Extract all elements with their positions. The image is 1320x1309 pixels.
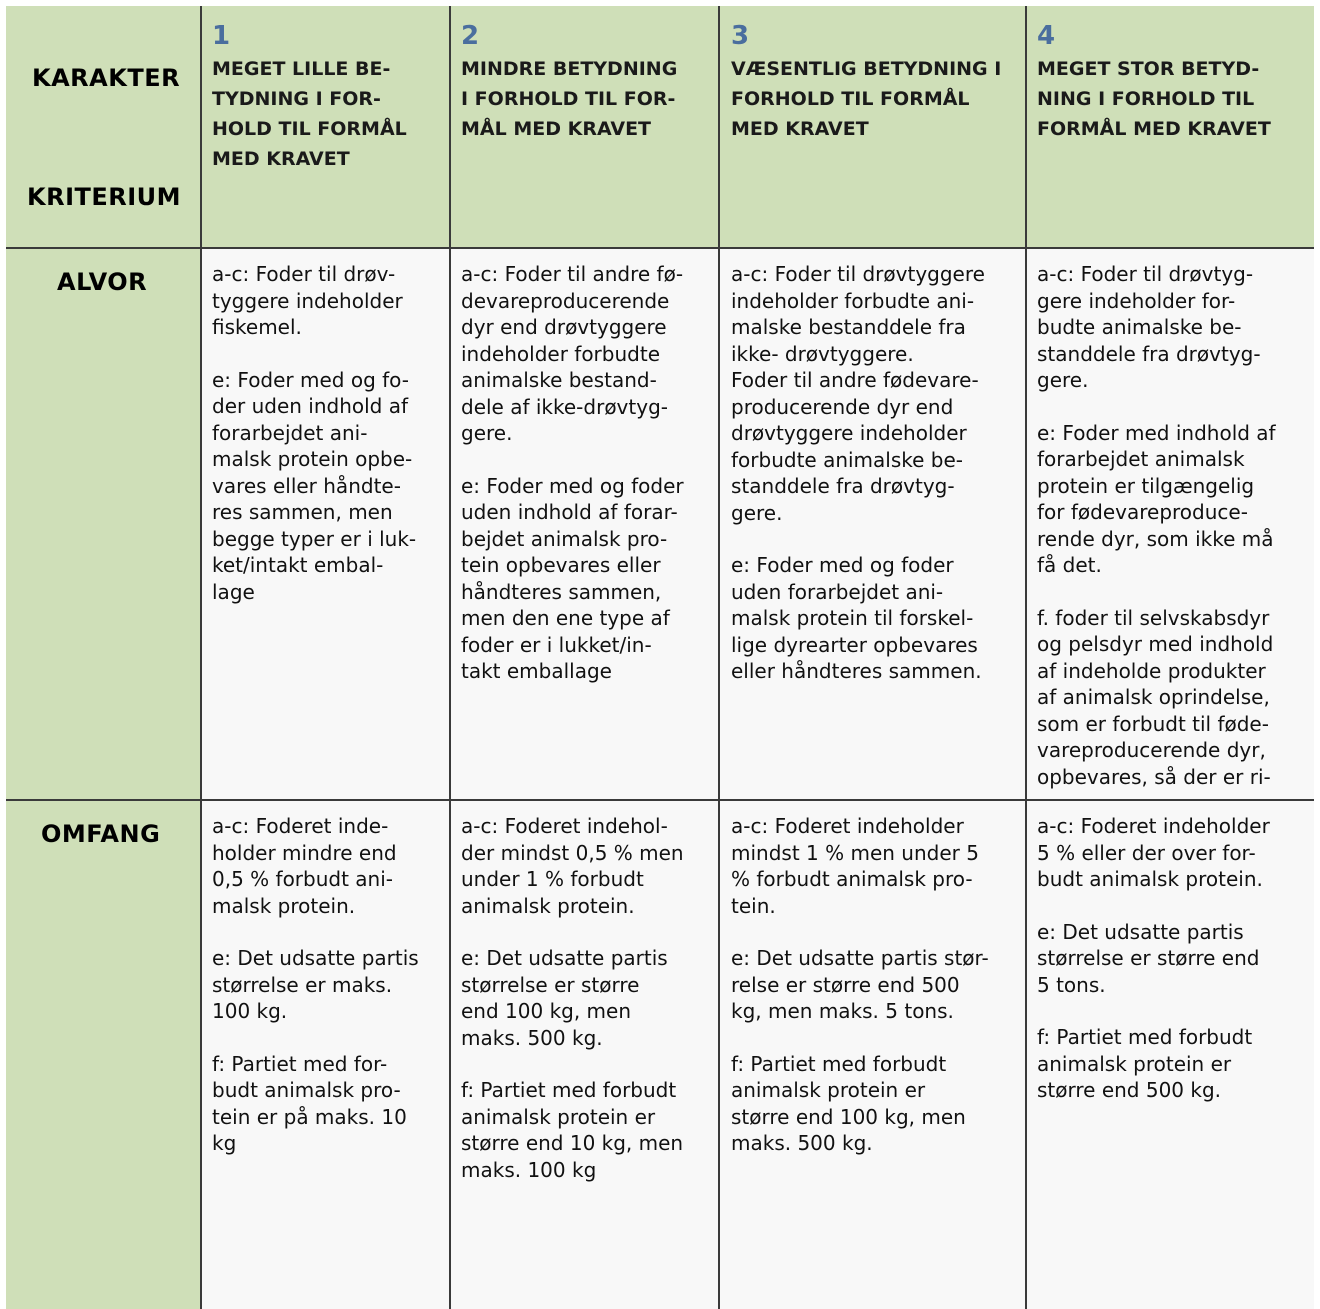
column-number: 1 [212, 21, 231, 51]
column-number: 4 [1037, 21, 1056, 51]
column-header-2 [461, 20, 713, 144]
column-title: MEGET LILLE BE- TYDNING I FOR- HOLD TIL FORMÅL MED KRAVET [212, 57, 407, 170]
cell-paragraph: e: Foder med og foder uden forarbejdet ani- malsk protein til forskel- lige dyrearter opbevares eller håndteres sammen. [731, 553, 982, 683]
column-header-1 [212, 20, 444, 174]
cell-paragraph: e: Det udsatte partis stør- relse er større end 500 kg, men maks. 5 tons. [731, 946, 989, 1023]
row-divider [6, 799, 1314, 801]
cell-paragraph: a-c: Foderet indeholder mindst 1 % men under 5 % forbudt animalsk pro- tein. [731, 814, 979, 918]
row-divider [6, 247, 1314, 249]
column-title: VÆSENTLIG BETYDNING I FORHOLD TIL FORMÅL MED KRAVET [731, 57, 1002, 140]
cell-paragraph: f. foder til selvskabsdyr og pelsdyr med indhold af indeholde produkter af animalsk oprindelse, som er forbudt til føde- vareproducerende dyr, opbevares, så der er ri- [1037, 605, 1274, 789]
column-divider [1025, 6, 1027, 1309]
column-divider [449, 6, 451, 1309]
cell-alvor-1 [212, 261, 447, 796]
column-divider [200, 6, 202, 1309]
column-header-4 [1037, 20, 1312, 144]
column-number: 3 [731, 21, 750, 51]
cell-paragraph: a-c: Foderet indeholder 5 % eller der over for- budt animalsk protein. [1037, 814, 1270, 891]
corner-label-karakter: KARAKTER [32, 64, 181, 92]
cell-paragraph: a-c: Foderet indehol- der mindst 0,5 % men under 1 % forbudt animalsk protein. [461, 814, 684, 918]
cell-omfang-1 [212, 813, 447, 1307]
cell-paragraph: e: Foder med indhold af forarbejdet animalsk protein er tilgængelig for fødevareproduce- rende dyr, som ikke må få det. [1037, 420, 1276, 577]
cell-paragraph: f: Partiet med forbudt animalsk protein er større end 100 kg, men maks. 500 kg. [731, 1051, 966, 1155]
corner-label-kriterium: KRITERIUM [27, 183, 182, 211]
cell-paragraph: a-c: Foder til drøvtyg- gere indeholder for- budte animalske be- standdele fra drøvtyg- gere. [1037, 262, 1261, 392]
column-divider [718, 6, 720, 1309]
cell-paragraph: a-c: Foder til drøv- tyggere indeholder fiskemel. [212, 262, 403, 339]
cell-alvor-2 [461, 261, 716, 796]
cell-alvor-3 [731, 261, 1023, 796]
column-title: MEGET STOR BETYD- NING I FORHOLD TIL FORMÅL MED KRAVET [1037, 57, 1271, 140]
cell-paragraph: e: Det udsatte partis størrelse er større end 100 kg, men maks. 500 kg. [461, 946, 668, 1050]
cell-omfang-2 [461, 813, 716, 1307]
row-header-background [6, 248, 201, 1309]
cell-paragraph: e: Det udsatte partis størrelse er maks. 100 kg. [212, 946, 419, 1023]
column-number: 2 [461, 21, 480, 51]
cell-paragraph: f: Partiet med forbudt animalsk protein er større end 10 kg, men maks. 100 kg [461, 1078, 684, 1182]
cell-omfang-3 [731, 813, 1023, 1307]
cell-paragraph: f: Partiet med forbudt animalsk protein er større end 500 kg. [1037, 1025, 1253, 1102]
cell-paragraph: a-c: Foderet inde- holder mindre end 0,5 % forbudt ani- malsk protein. [212, 814, 397, 918]
column-header-3 [731, 20, 1021, 144]
cell-paragraph: e: Foder med og fo- der uden indhold af forarbejdet ani- malsk protein opbe- vares eller håndte- res sammen, men begge typer er i luk- ket/intakt embal- lage [212, 367, 417, 604]
row-label-alvor: ALVOR [57, 268, 148, 296]
cell-omfang-4 [1037, 813, 1312, 1307]
cell-paragraph: e: Foder med og foder uden indhold af forar- bejdet animalsk pro- tein opbevares eller håndteres sammen, men den ene type af foder er i lukket/in- takt emballage [461, 473, 684, 683]
cell-paragraph: a-c: Foder til andre fø- devareproducerende dyr end drøvtyggere indeholder forbudte animalske bestand- dele af ikke-drøvtyg- gere. [461, 262, 684, 445]
cell-paragraph: a-c: Foder til drøvtyggere indeholder forbudte ani- malske bestanddele fra ikke- drøvtyggere. Foder til andre fødevare- producerende dyr end drøvtyggere indeholder forbudte animalske be- standdele fra drøvtyg- gere. [731, 262, 985, 525]
row-label-omfang: OMFANG [41, 820, 161, 848]
cell-paragraph: e: Det udsatte partis størrelse er større end 5 tons. [1037, 919, 1260, 997]
cell-paragraph: f: Partiet med for- budt animalsk pro- tein er på maks. 10 kg [212, 1051, 407, 1155]
column-title: MINDRE BETYDNING I FORHOLD TIL FOR- MÅL MED KRAVET [461, 57, 678, 140]
cell-alvor-4 [1037, 261, 1312, 795]
